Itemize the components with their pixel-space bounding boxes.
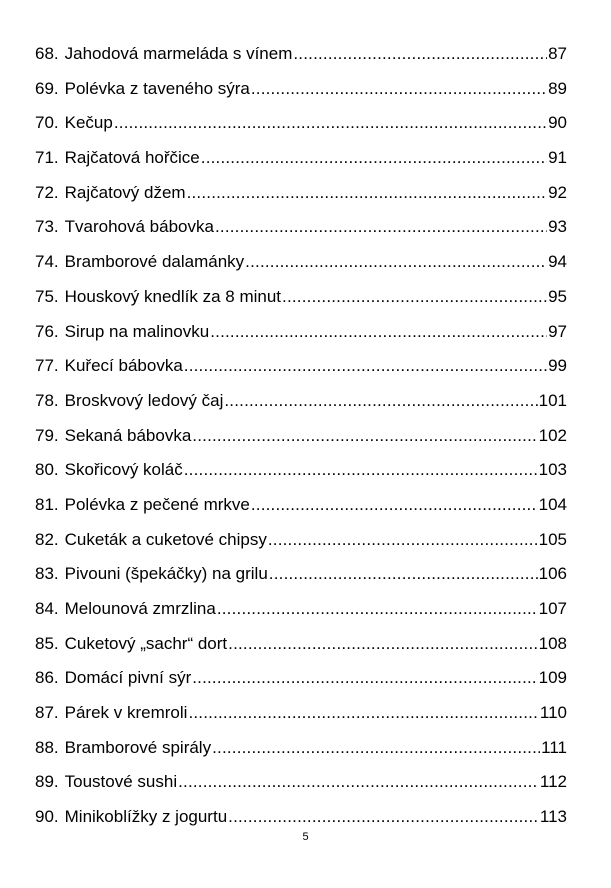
toc-entry[interactable] (35, 315, 567, 350)
dot-leader (282, 280, 547, 315)
toc-entry-number: 69. (35, 78, 59, 98)
toc-entry-number: 88. (35, 737, 59, 757)
toc-entry[interactable] (35, 557, 567, 592)
toc-entry[interactable] (35, 419, 567, 454)
toc-entry-page: 93 (548, 217, 567, 237)
toc-entry-number: 81. (35, 494, 59, 514)
toc-entry[interactable] (35, 210, 567, 245)
toc-entry-number: 83. (35, 564, 59, 584)
toc-entry-title: Tvarohová bábovka (64, 217, 214, 237)
toc-entry-number: 68. (35, 44, 59, 63)
toc-entry-title: Kuřecí bábovka (64, 356, 183, 376)
toc-entry-title: Bramborové dalamánky (64, 252, 245, 272)
toc-entry-title: Domácí pivní sýr (64, 668, 192, 688)
dot-leader (215, 210, 547, 245)
toc-entry[interactable] (35, 106, 567, 141)
toc-entry[interactable] (35, 280, 567, 315)
toc-entry-number: 82. (35, 529, 59, 549)
toc-entry-number: 80. (35, 460, 59, 480)
dot-leader (251, 72, 547, 107)
toc-entry-title: Sirup na malinovku (64, 321, 210, 341)
toc-entry-number: 75. (35, 286, 59, 306)
dot-leader (188, 696, 538, 731)
dot-leader (187, 176, 548, 211)
toc-entry-title: Bramborové spirály (64, 737, 212, 757)
toc-entry-page: 89 (548, 78, 567, 98)
toc-entry-title: Toustové sushi (64, 772, 178, 792)
dot-leader (228, 800, 539, 835)
toc-entry[interactable] (35, 72, 567, 107)
dot-leader (224, 384, 537, 419)
toc-entry-number: 76. (35, 321, 59, 341)
toc-entry-number: 71. (35, 148, 59, 168)
dot-leader (192, 661, 537, 696)
toc-entry[interactable] (35, 384, 567, 419)
toc-entry-page: 108 (538, 633, 567, 653)
toc-entry-page: 101 (538, 390, 567, 410)
dot-leader (212, 731, 540, 766)
dot-leader (210, 315, 547, 350)
toc-entry-title: Polévka z taveného sýra (64, 78, 250, 98)
toc-entry-title: Jahodová marmeláda s vínem (64, 44, 293, 63)
toc-entry[interactable] (35, 453, 567, 488)
page-number: 5 (302, 831, 309, 843)
dot-leader (269, 557, 538, 592)
toc-entry-page: 95 (548, 286, 567, 306)
toc-entry-title: Polévka z pečené mrkve (64, 494, 250, 514)
toc-entry-number: 85. (35, 633, 59, 653)
dot-leader (251, 488, 538, 523)
toc-entry-number: 90. (35, 807, 59, 827)
toc-entry-title: Cuketový „sachr“ dort (64, 633, 228, 653)
toc-entry-number: 84. (35, 599, 59, 618)
toc-entry-page: 90 (548, 113, 567, 133)
toc-entry-title: Houskový knedlík za 8 minut (64, 286, 282, 306)
toc-entry[interactable] (35, 627, 567, 662)
toc-entry-page: 87 (548, 44, 567, 63)
toc-entry-page: 99 (548, 356, 567, 376)
toc-entry-page: 94 (548, 252, 567, 272)
toc-entry[interactable] (35, 245, 567, 280)
toc-entry-page: 97 (548, 321, 567, 341)
table-of-contents (35, 37, 567, 835)
dot-leader (293, 37, 547, 72)
toc-entry-page: 107 (538, 599, 567, 618)
toc-entry-number: 78. (35, 390, 59, 410)
toc-entry-number: 73. (35, 217, 59, 237)
toc-entry[interactable] (35, 592, 567, 627)
toc-entry[interactable] (35, 800, 567, 835)
toc-entry[interactable] (35, 696, 567, 731)
toc-entry-number: 79. (35, 425, 59, 445)
dot-leader (184, 349, 547, 384)
dot-leader (184, 453, 538, 488)
toc-entry-page: 112 (539, 772, 567, 792)
toc-entry-title: Kečup (64, 113, 113, 133)
toc-entry-title: Rajčatový džem (64, 182, 186, 202)
toc-entry-number: 70. (35, 113, 59, 133)
dot-leader (228, 627, 537, 662)
toc-entry-page: 111 (541, 737, 567, 757)
toc-entry[interactable] (35, 731, 567, 766)
toc-entry-page: 103 (538, 460, 567, 480)
toc-entry-number: 74. (35, 252, 59, 272)
dot-leader (245, 245, 547, 280)
toc-entry-page: 91 (548, 148, 567, 168)
toc-entry-number: 72. (35, 182, 59, 202)
toc-entry-title: Skořicový koláč (64, 460, 183, 480)
toc-entry-page: 92 (548, 182, 567, 202)
toc-entry-title: Minikoblížky z jogurtu (64, 807, 228, 827)
toc-entry[interactable] (35, 765, 567, 800)
dot-leader (201, 141, 547, 176)
dot-leader (178, 765, 539, 800)
toc-entry-number: 89. (35, 772, 59, 792)
dot-leader (114, 106, 547, 141)
toc-entry-title: Pivouni (špekáčky) na grilu (64, 564, 268, 584)
toc-entry-page: 102 (538, 425, 567, 445)
toc-entry[interactable] (35, 661, 567, 696)
dot-leader (217, 592, 538, 627)
toc-entry-title: Cuketák a cuketové chipsy (64, 529, 267, 549)
toc-entry[interactable] (35, 488, 567, 523)
toc-entry-number: 87. (35, 703, 59, 723)
toc-entry-number: 77. (35, 356, 59, 376)
toc-entry-title: Sekaná bábovka (64, 425, 192, 445)
dot-leader (192, 419, 537, 454)
dot-leader (268, 523, 538, 558)
toc-entry-page: 106 (538, 564, 567, 584)
toc-entry-title: Broskvový ledový čaj (64, 390, 224, 410)
toc-entry-number: 86. (35, 668, 59, 688)
toc-entry[interactable] (35, 176, 567, 211)
toc-entry-page: 110 (539, 703, 567, 723)
toc-entry[interactable] (35, 141, 567, 176)
toc-entry[interactable] (35, 37, 567, 72)
toc-entry-title: Melounová zmrzlina (64, 599, 216, 618)
toc-entry-title: Párek v kremroli (64, 703, 188, 723)
toc-entry-page: 113 (539, 807, 567, 827)
toc-entry-page: 104 (538, 494, 567, 514)
toc-entry[interactable] (35, 523, 567, 558)
toc-entry-page: 109 (538, 668, 567, 688)
toc-entry-page: 105 (538, 529, 567, 549)
toc-entry-title: Rajčatová hořčice (64, 148, 200, 168)
toc-entry[interactable] (35, 349, 567, 384)
